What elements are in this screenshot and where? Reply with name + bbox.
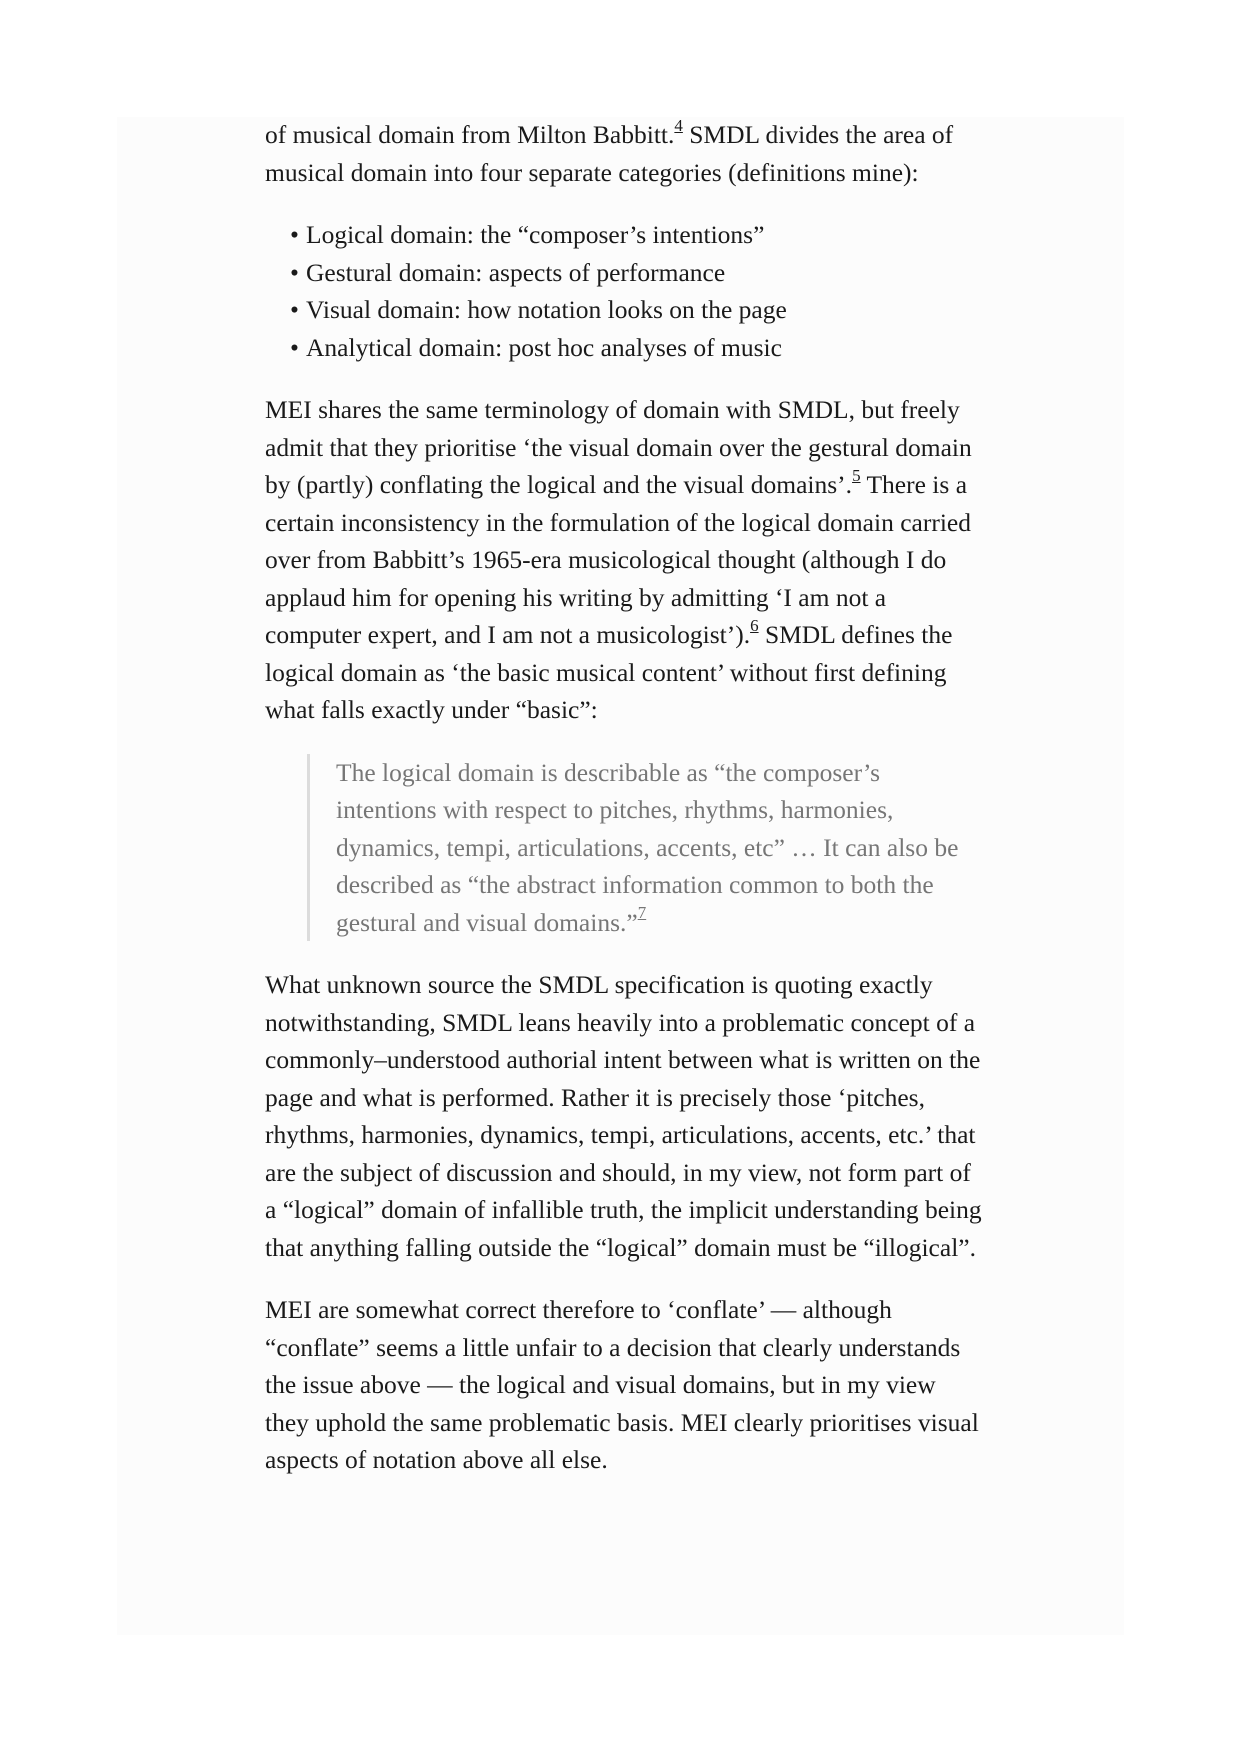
footnote-ref-4[interactable]: 4	[674, 115, 683, 135]
intro-text: of musical domain from Milton Babbitt.	[265, 120, 675, 149]
footnote-ref-5[interactable]: 5	[852, 465, 861, 485]
footnote-ref-6[interactable]: 6	[750, 615, 759, 635]
domain-item-logical: • Logical domain: the “composer’s intentions”	[290, 216, 985, 254]
conflate-paragraph: MEI are somewhat correct therefore to ‘conflate’ — although “conflate” seems a little unfair to a decision that clearly understands the issue above — the logical and visual domains, but in my view they uphold the same problematic basis. MEI clearly prioritises visual aspects of notation above all else.	[265, 1295, 979, 1474]
footnote-ref-7[interactable]: 7	[637, 903, 647, 922]
mei-text-part3: SMDL defines the logical domain as ‘the basic musical content’ without first defining what falls exactly under “basic”:	[265, 620, 953, 724]
mei-text-part2: There is a certain inconsistency in the formulation of the logical domain carried over from Babbitt’s 1965-era musicological thought (although I do applaud him for opening his writing by admitting ‘I am not a computer expert, and I am not a musicologist’).	[265, 470, 971, 649]
article-body	[265, 116, 985, 1504]
domain-item-analytical: • Analytical domain: post hoc analyses of music	[290, 329, 985, 367]
quote-text: The logical domain is describable as “the composer’s intentions with respect to pitches, rhythms, harmonies, dynamics, tempi, articulations, accents, etc” … It can also be described as “the abstract information common to both the gestural and visual domains.”	[336, 757, 959, 937]
smdl-blockquote	[307, 754, 985, 942]
intro-text-continued: SMDL divides the area of musical domain into four separate categories (definitions mine):	[265, 120, 954, 187]
intro-paragraph	[265, 116, 985, 191]
domain-item-gestural: • Gestural domain: aspects of performance	[290, 254, 985, 292]
domain-list	[265, 216, 985, 366]
unknown-source-paragraph: What unknown source the SMDL specification is quoting exactly notwithstanding, SMDL leans heavily into a problematic concept of a commonly–understood authorial intent between what is written on the page and what is performed. Rather it is precisely those ‘pitches, rhythms, harmonies, dynamics, tempi, articulations, accents, etc.’ that are the subject of discussion and should, in my view, not form part of a “logical” domain of infallible truth, the implicit understanding being that anything falling outside the “logical” domain must be “illogical”.	[265, 970, 982, 1262]
mei-text-part1: MEI shares the same terminology of domain with SMDL, but freely admit that they prioritise ‘the visual domain over the gestural domain by (partly) conflating the logical and the visual domains’.	[265, 395, 972, 499]
domain-item-visual: • Visual domain: how notation looks on the page	[290, 291, 985, 329]
mei-terminology-paragraph	[265, 391, 985, 729]
